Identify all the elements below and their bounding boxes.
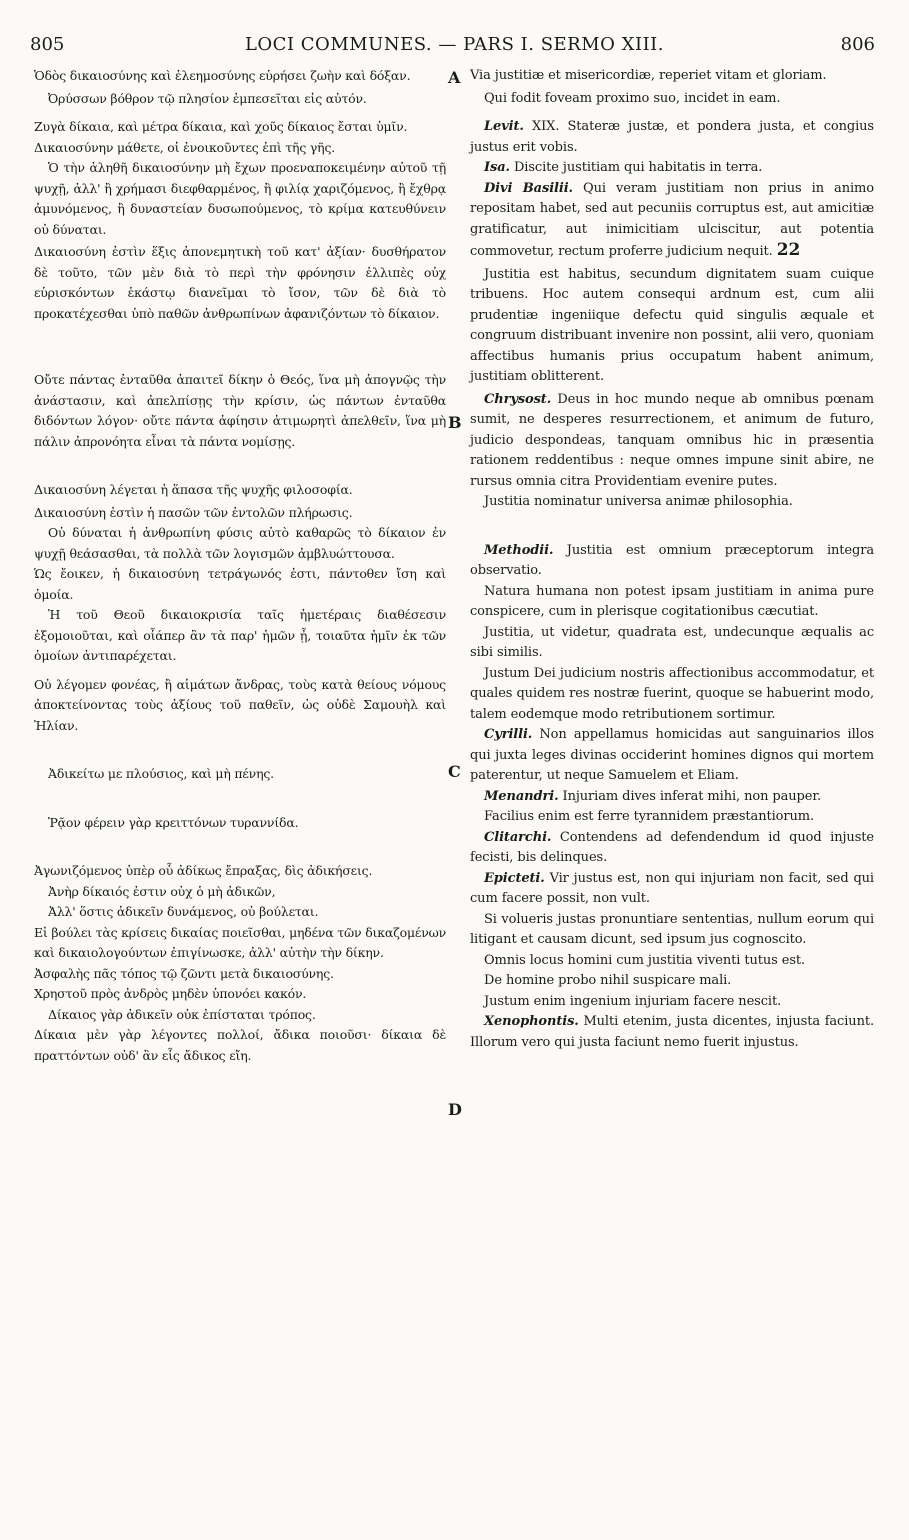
latin-paragraph [470, 787, 874, 808]
latin-paragraph [470, 971, 874, 992]
latin-text: Non appellamus homicidas aut sanguinarios illos qui juxta leges divinas occiderint homines dignos qui mortem paterentur, ut neque Samuelem et Eliam. [470, 727, 874, 783]
latin-text: Vir justus est, non qui injuriam non facit, sed qui cum facere possit, non vult. [470, 870, 874, 906]
greek-paragraph: Δικαιοσύνη ἐστὶν ἡ πασῶν τῶν ἐντολῶν πλήρωσις. [34, 504, 353, 520]
author-label: Levit. [484, 119, 524, 134]
latin-text: XIX. Stateræ justæ, et pondera justa, et congius justus erit vobis. [470, 119, 874, 155]
author-label: Clitarchi. [484, 829, 552, 845]
latin-paragraph [470, 158, 874, 179]
greek-paragraph: Δίκαια μὲν γὰρ λέγοντες πολλοί, ἄδικα ποιοῦσι· δίκαια δὲ πραττόντων οὐδ' ἂν εἷς ἄδικος εἴη. [34, 1027, 446, 1063]
page-number-right: 806 [840, 34, 875, 55]
greek-paragraph: Ἀγωνιζόμενος ὑπὲρ οὗ ἀδίκως ἔπραξας, δὶς ἀδικήσεις. [34, 863, 373, 878]
latin-paragraph [470, 992, 874, 1013]
greek-paragraph: Ῥᾷον φέρειν γὰρ κρειττόνων τυραννίδα. [48, 814, 299, 830]
greek-paragraph: Ἀσφαλὴς πᾶς τόπος τῷ ζῶντι μετὰ δικαιοσύνης. [34, 965, 334, 981]
latin-paragraph [470, 179, 874, 263]
greek-paragraph: Οὐ δύναται ἡ ἀνθρωπίνη φύσις αὐτὸ καθαρῶς τὸ δίκαιον ἐν ψυχῇ θεάσασθαι, τὰ πολλὰ τῶν λογισμῶν ἀμβλυώττουσα. [34, 525, 446, 561]
author-label: Methodii. [484, 542, 554, 558]
latin-text: Justum Dei judicium nostris affectionibus accommodatur, et quales quidem res nostræ fuerint, quoque se habuerint modo, talem eodemque modo retributionem sortimur. [470, 665, 874, 722]
author-label: Xenophontis. [484, 1014, 579, 1029]
greek-verse-line: Ἀνὴρ δίκαιός ἐστιν οὐχ ὁ μὴ ἀδικῶν, [48, 883, 276, 899]
running-title: LOCI COMMUNES. — PARS I. SERMO XIII. [244, 34, 665, 55]
author-label: Cyrilli. [484, 727, 533, 742]
latin-paragraph [470, 66, 874, 87]
greek-paragraph: Ὀρύσσων βόθρον τῷ πλησίον ἐμπεσεῖται εἰς αὐτόν. [48, 90, 367, 106]
author-label: Chrysost. [484, 391, 552, 407]
latin-text: Via justitiæ et misericordiæ, reperiet vitam et gloriam. [470, 68, 827, 83]
greek-verse-line: Δίκαιος γὰρ ἀδικεῖν οὐκ ἐπίσταται τρόπος. [48, 1006, 316, 1022]
latin-paragraph [470, 541, 874, 582]
greek-paragraph: Ζυγὰ δίκαια, καὶ μέτρα δίκαια, καὶ χοῦς δίκαιος ἔσται ὑμῖν. [34, 119, 408, 134]
page-number-left: 805 [30, 34, 65, 55]
latin-text: Justitia est habitus, secundum dignitatem suam cuique tribuens. Hoc autem consequi ardnum est, cum alii prudentiæ ingeniique defectu quid singulis æquale et congruum distribuant invenire non possint, alii vero, quoniam affectibus humanis prius occupatum habent animum, justitiam oblitterent. [470, 266, 874, 384]
latin-text: Facilius enim est ferre tyrannidem præstantiorum. [484, 809, 815, 824]
greek-paragraph: Ἡ τοῦ Θεοῦ δικαιοκρισία ταῖς ἡμετέραις διαθέσεσιν ἐξομοιοῦται, καὶ οἷάπερ ἂν τὰ παρ' ἡμῶν ᾖ, τοιαῦτα ἡμῖν ἐκ τῶν ὁμοίων ἀντιπαρέχεται. [34, 607, 446, 663]
latin-paragraph [470, 807, 874, 828]
latin-text: Justitia nominatur universa animæ philosophia. [484, 494, 793, 509]
latin-text: Contendens ad defendendum id quod injuste fecisti, bis delinques. [470, 829, 874, 865]
section-marker-c: C [448, 762, 461, 781]
greek-paragraph: Εἰ βούλει τὰς κρίσεις δικαίας ποιεῖσθαι, μηδένα τῶν δικαζομένων καὶ δικαιολογούντων ἐπιγίνωσκε, ἀλλ' αὐτὴν τὴν δίκην. [34, 924, 446, 960]
greek-paragraph: Ὁδὸς δικαιοσύνης καὶ ἐλεημοσύνης εὑρήσει ζωὴν καὶ δόξαν. [34, 68, 411, 83]
latin-paragraph [470, 492, 874, 513]
latin-paragraph [470, 265, 874, 388]
latin-paragraph [470, 623, 874, 664]
latin-paragraph [470, 390, 874, 493]
latin-paragraph [470, 869, 874, 910]
latin-paragraph [470, 951, 874, 972]
latin-paragraph [470, 725, 874, 787]
latin-paragraph [470, 89, 874, 110]
latin-paragraph [470, 828, 874, 869]
latin-text: Qui veram justitiam non prius in animo repositam habet, sed aut pecuniis corruptus est, aut amicitiæ gratificatur, aut inimicitiam ulciscitur, aut potentia commovetur, rectum proferre judicium nequit. [470, 180, 874, 259]
latin-paragraph [470, 117, 874, 158]
greek-paragraph: Δικαιοσύνην μάθετε, οἱ ἐνοικοῦντες ἐπὶ τῆς γῆς. [34, 139, 336, 155]
author-label: Menandri. [484, 788, 559, 804]
latin-text: Justitia, ut videtur, quadrata est, undecunque æqualis ac sibi similis. [470, 624, 874, 660]
latin-text: Si volueris justas pronuntiare sententias, nullum eorum qui litigant et causam dicunt, sed ipsum jus cognoscito. [470, 911, 874, 947]
greek-column [34, 66, 446, 1066]
latin-paragraph [470, 910, 874, 951]
latin-text: Discite justitiam qui habitatis in terra. [509, 160, 763, 175]
latin-text: Justitia est omnium præceptorum integra observatio. [470, 542, 874, 578]
author-label: Isa. [484, 160, 510, 175]
author-label: Divi Basilii. [484, 180, 573, 196]
latin-paragraph [470, 664, 874, 726]
column-number-note: 22 [776, 240, 801, 260]
latin-text: Multi etenim, justa dicentes, injusta faciunt. Illorum vero qui justa faciunt nemo fuerit injustus. [470, 1014, 874, 1050]
latin-text: De homine probo nihil suspicare mali. [484, 973, 732, 988]
greek-paragraph: Ἀδικείτω με πλούσιος, καὶ μὴ πένης. [48, 766, 274, 781]
greek-paragraph: Δικαιοσύνη ἐστὶν ἕξις ἀπονεμητικὴ τοῦ κατ' ἀξίαν· δυσθήρατον δὲ τοῦτο, τῶν μὲν διὰ τὸ περὶ τὴν φρόνησιν ἐλλιπὲς οὐχ εὑρισκόντων ἑκάστῳ διανεῖμαι τὸ ἴσον, τῶν δὲ διὰ τὸ προκατέχεσθαι ὑπὸ παθῶν ἀνθρωπίνων ἀφανιζόντων τὸ δίκαιον. [34, 244, 446, 321]
latin-text: Omnis locus homini cum justitia viventi tutus est. [484, 952, 806, 968]
greek-paragraph: Δικαιοσύνη λέγεται ἡ ἅπασα τῆς ψυχῆς φιλοσοφία. [34, 482, 353, 497]
latin-text: Justum enim ingenium injuriam facere nescit. [484, 993, 782, 1009]
greek-paragraph: Ὁ τὴν ἀληθῆ δικαιοσύνην μὴ ἔχων προεναποκειμένην αὐτοῦ τῇ ψυχῇ, ἀλλ' ἢ χρήμασι διεφθαρμένος, ἢ φιλίᾳ χαριζόμενος, ἢ ἔχθρᾳ ἀμυνόμενος, ἢ δυναστείαν δυσωπούμενος, τὸ κρίμα κατευθύνειν οὐ δύναται. [34, 160, 446, 237]
section-marker-d: D [448, 1100, 462, 1119]
latin-text: Injuriam dives inferat mihi, non pauper. [558, 788, 822, 804]
greek-paragraph: Οὐ λέγομεν φονέας, ἢ αἱμάτων ἄνδρας, τοὺς κατὰ θείους νόμους ἀποκτείνοντας τοὺς ἀξίους τοῦ παθεῖν, ὡς οὐδὲ Σαμουὴλ καὶ Ἠλίαν. [34, 676, 446, 733]
greek-paragraph: Ὡς ἔοικεν, ἡ δικαιοσύνη τετράγωνός ἐστι, πάντοθεν ἴση καὶ ὁμοία. [34, 566, 446, 602]
greek-verse-line: Χρηστοῦ πρὸς ἀνδρὸς μηδὲν ὑπονόει κακόν. [34, 986, 307, 1001]
latin-text: Qui fodit foveam proximo suo, incidet in eam. [484, 90, 781, 106]
latin-column [470, 66, 874, 1053]
latin-text: Natura humana non potest ipsam justitiam in anima pure conspicere, cum in plerisque cogitationibus cæcutiat. [470, 583, 874, 619]
latin-paragraph [470, 1012, 874, 1053]
greek-paragraph: Οὔτε πάντας ἐνταῦθα ἀπαιτεῖ δίκην ὁ Θεός, ἵνα μὴ ἀπογνῷς τὴν ἀνάστασιν, καὶ ἀπελπίσῃς τὴν κρίσιν, ὡς πάντων ἐνταῦθα διδόντων λόγον· οὔτε πάντα ἀφίησιν ἀτιμωρητὶ ἀπελθεῖν, ἵνα μὴ πάλιν ἀπρονόητα εἶναι τὰ πάντα νομίσῃς. [34, 372, 446, 449]
latin-paragraph [470, 582, 874, 623]
section-marker-b: B [448, 413, 462, 432]
latin-text: Deus in hoc mundo neque ab omnibus pœnam sumit, ne desperes resurrectionem, et animum de futuro, judicio despondeas, tanquam omnibus hic in præsentia rationem reddentibus : neque omnes impune sinit abire, ne rursus omnia citra Providentiam evenire putes. [470, 391, 874, 489]
author-label: Epicteti. [484, 870, 545, 886]
greek-verse-line: Ἀλλ' ὅστις ἀδικεῖν δυνάμενος, οὐ βούλεται. [48, 904, 319, 919]
section-marker-a: A [448, 68, 461, 87]
